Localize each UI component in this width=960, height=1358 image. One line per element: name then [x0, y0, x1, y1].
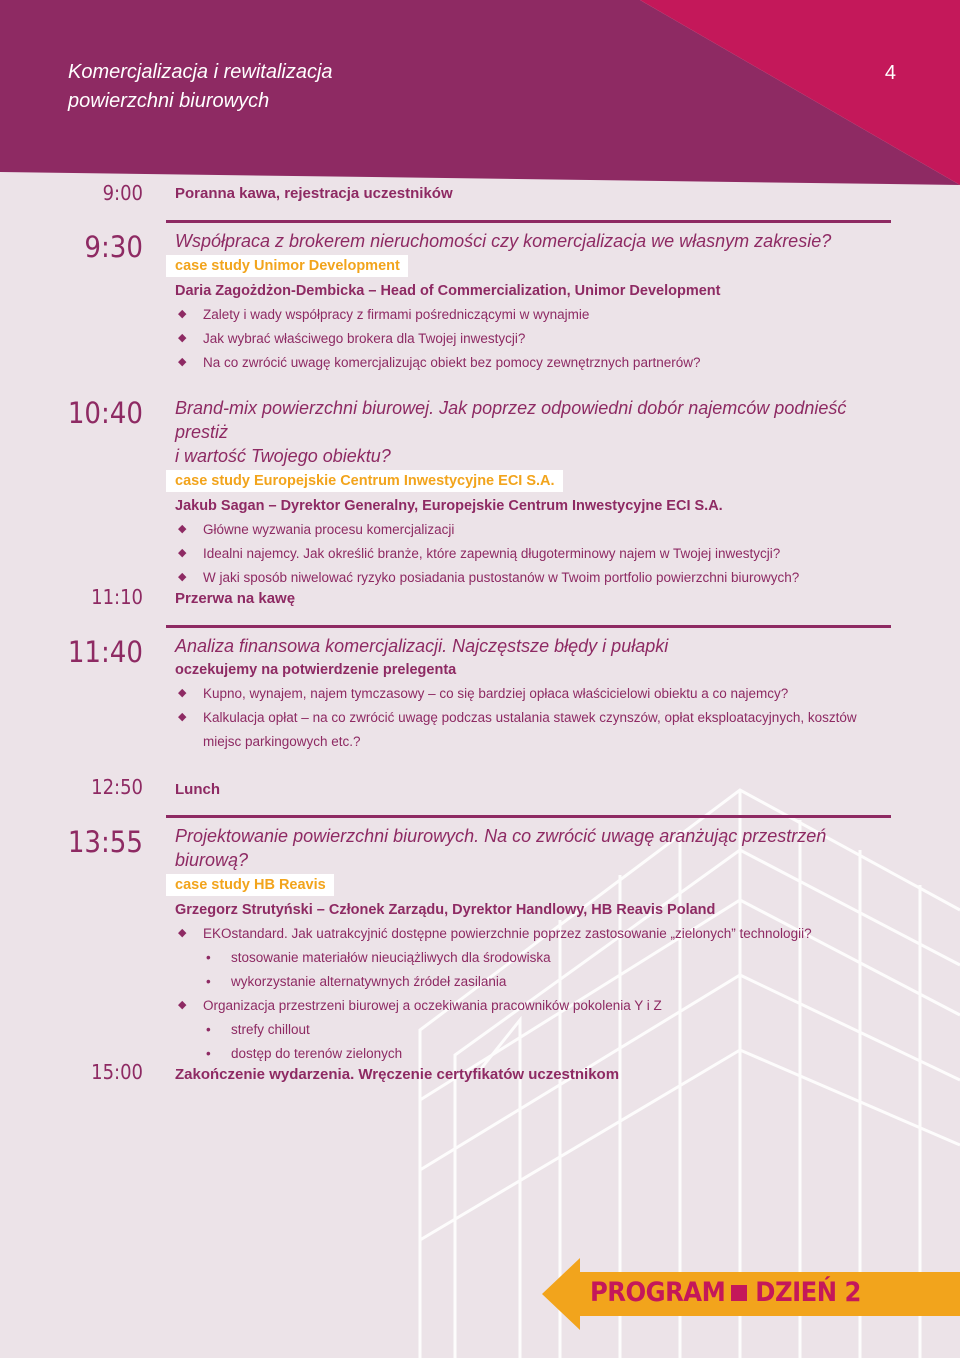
footer-day-text: DZIEŃ 2: [755, 1277, 861, 1308]
time-label: 13:55: [67, 825, 143, 859]
item-title: Zakończenie wydarzenia. Wręczenie certyfikatów uczestnikom: [175, 1066, 620, 1083]
footer-program-label: [590, 1277, 861, 1308]
footer-program-text: PROGRAM: [590, 1277, 726, 1308]
list-item: ◆ Idealni najemcy. Jak określić branże, które zapewnią długoterminowy najem w Twojej inwestycji?: [178, 546, 781, 561]
item-title: Projektowanie powierzchni biurowych. Na co zwrócić uwagę aranżując przestrzeń biurową?: [175, 826, 827, 870]
diamond-bullet-icon: ◆: [178, 571, 187, 583]
dot-bullet-icon: •: [206, 950, 211, 965]
case-study-label: case study Unimor Development: [166, 255, 408, 277]
list-item: ◆ EKOstandard. Jak uatrakcyjnić dostępne powierzchnie poprzez zastosowanie „zielonych” technologii?: [178, 926, 812, 941]
list-item: ◆ Organizacja przestrzeni biurowej a oczekiwania pracowników pokolenia Y i Z: [178, 998, 662, 1013]
diamond-bullet-icon: ◆: [178, 687, 187, 699]
list-item: ◆ Główne wyzwania procesu komercjalizacji: [178, 522, 455, 537]
time-label: 10:40: [67, 396, 143, 430]
case-study-label: case study HB Reavis: [166, 874, 334, 896]
sub-list-item: • strefy chillout: [175, 1018, 875, 1042]
bullet-list: [175, 994, 875, 1018]
speaker: Grzegorz Strutyński – Członek Zarządu, Dyrektor Handlowy, HB Reavis Poland: [175, 902, 716, 918]
header-title-line2: powierzchni biurowych: [68, 90, 270, 112]
diamond-bullet-icon: ◆: [178, 332, 187, 344]
dot-bullet-icon: •: [206, 974, 211, 989]
square-separator-icon: [731, 1285, 747, 1301]
item-title: Lunch: [175, 781, 220, 798]
sub-list: [175, 946, 875, 994]
item-title: Analiza finansowa komercjalizacji. Najczęstsze błędy i pułapki: [175, 636, 669, 656]
document-header-title: [68, 58, 333, 116]
case-study-label: case study Europejskie Centrum Inwestycyjne ECI S.A.: [166, 470, 563, 492]
diamond-bullet-icon: ◆: [178, 711, 187, 723]
speaker: Daria Zagożdżon-Dembicka – Head of Commercialization, Unimor Development: [175, 283, 721, 299]
item-title: Współpraca z brokerem nieruchomości czy komercjalizacja we własnym zakresie?: [175, 231, 832, 251]
time-label: 15:00: [91, 1060, 143, 1084]
time-label: 12:50: [91, 775, 143, 799]
bullet-list: [175, 682, 875, 754]
speaker: Jakub Sagan – Dyrektor Generalny, Europejskie Centrum Inwestycyjne ECI S.A.: [175, 498, 723, 514]
list-item: ◆ Kupno, wynajem, najem tymczasowy – co się bardziej opłaca właścicielowi obiektu a co najemcy?: [178, 686, 789, 701]
time-label: 9:00: [102, 181, 143, 205]
diamond-bullet-icon: ◆: [178, 927, 187, 939]
page-number: 4: [884, 62, 896, 84]
time-label: 11:40: [67, 635, 143, 669]
list-item: ◆ Na co zwrócić uwagę komercjalizując obiekt bez pomocy zewnętrznych partnerów?: [178, 355, 701, 370]
diamond-bullet-icon: ◆: [178, 547, 187, 559]
list-item: ◆ Kalkulacja opłat – na co zwrócić uwagę podczas ustalania stawek czynszów, opłat eksploatacyjnych, kosztów miejsc parkingowych etc.?: [178, 710, 857, 749]
sub-list-item: • wykorzystanie alternatywnych źródeł zasilania: [175, 970, 875, 994]
diamond-bullet-icon: ◆: [178, 356, 187, 368]
dot-bullet-icon: •: [206, 1022, 211, 1037]
header-title-line1: Komercjalizacja i rewitalizacja: [68, 61, 333, 83]
item-title: Przerwa na kawę: [175, 590, 296, 607]
list-item: ◆ Zalety i wady współpracy z firmami pośredniczącymi w wynajmie: [178, 307, 590, 322]
diamond-bullet-icon: ◆: [178, 308, 187, 320]
bullet-list: [175, 303, 875, 375]
divider: [166, 815, 891, 818]
item-title: Poranna kawa, rejestracja uczestników: [175, 185, 453, 202]
divider: [166, 220, 891, 223]
bullet-list: [175, 922, 875, 946]
time-label: 11:10: [91, 585, 143, 609]
time-label: 9:30: [84, 230, 143, 264]
item-title: Brand-mix powierzchni biurowej. Jak poprzez odpowiedni dobór najemców podnieść prestiż i wartość Twojego obiektu?: [175, 398, 847, 466]
speaker-pending: oczekujemy na potwierdzenie prelegenta: [175, 662, 457, 678]
sub-list-item: • stosowanie materiałów nieuciążliwych dla środowiska: [175, 946, 875, 970]
sub-list: [175, 1018, 875, 1066]
diamond-bullet-icon: ◆: [178, 999, 187, 1011]
list-item: ◆ W jaki sposób niwelować ryzyko posiadania pustostanów w Twoim portfolio powierzchni biurowych?: [178, 570, 800, 585]
sub-list-item: • dostęp do terenów zielonych: [175, 1042, 875, 1066]
diamond-bullet-icon: ◆: [178, 523, 187, 535]
divider: [166, 625, 891, 628]
bullet-list: [175, 518, 875, 590]
list-item: ◆ Jak wybrać właściwego brokera dla Twojej inwestycji?: [178, 331, 526, 346]
dot-bullet-icon: •: [206, 1046, 211, 1061]
